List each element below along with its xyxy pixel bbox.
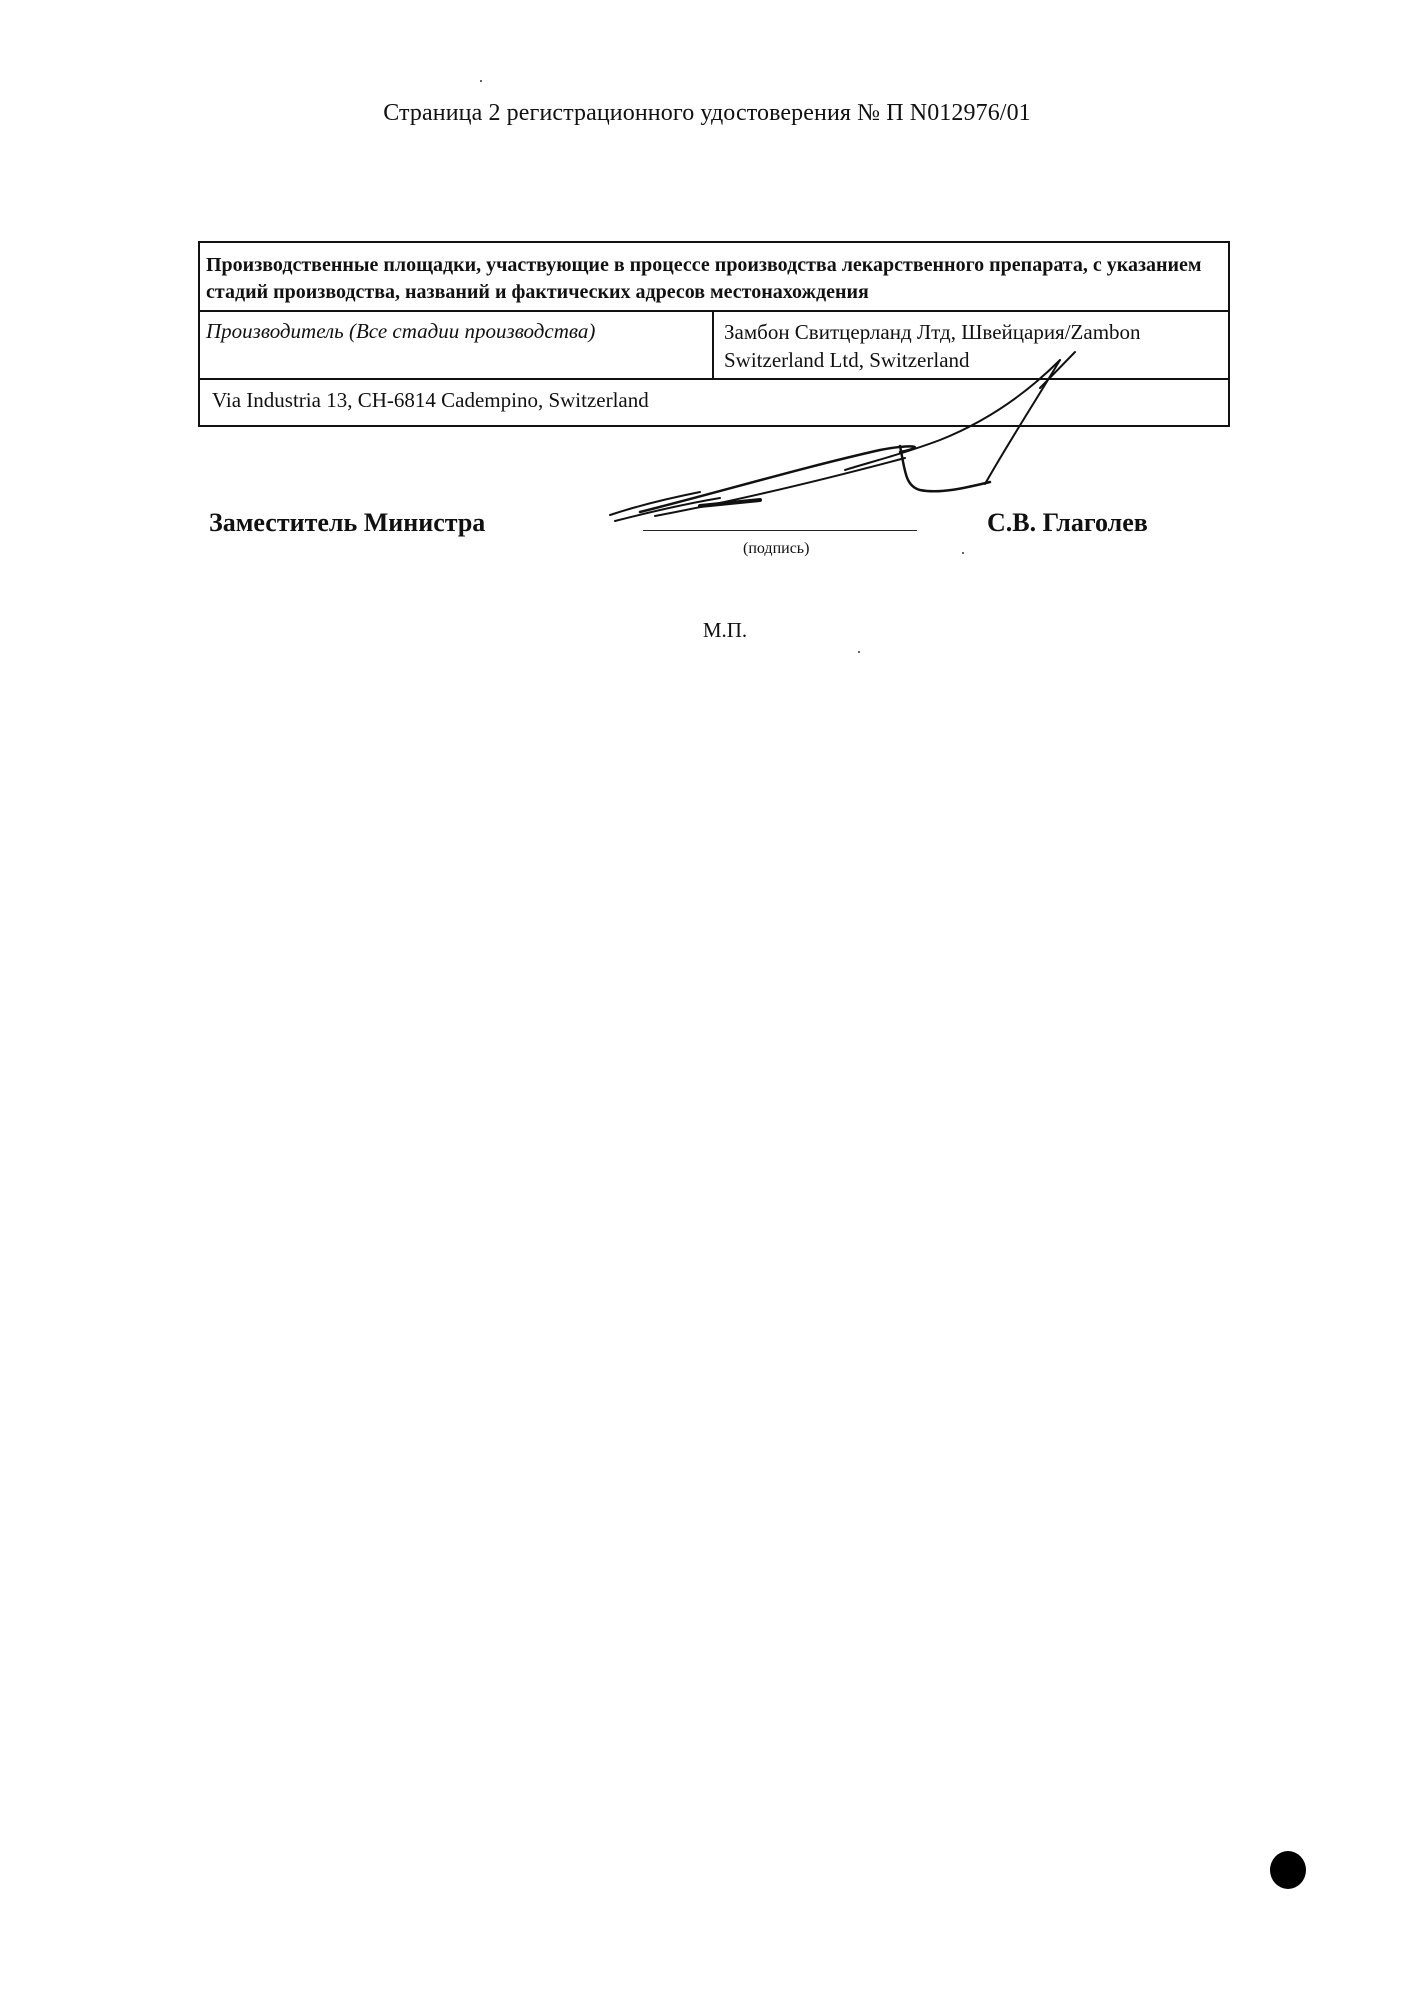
manufacturer-name-line-2: Switzerland Ltd, Switzerland [724, 348, 970, 372]
scan-speck [480, 80, 482, 82]
manufacturer-name [713, 311, 1229, 379]
table-row [199, 379, 1229, 426]
scan-speck [962, 552, 964, 554]
signatory-role: Заместитель Министра [209, 508, 486, 537]
production-sites-table [198, 241, 1230, 427]
signature-line [643, 530, 917, 531]
table-heading: Производственные площадки, участвующие в процессе производства лекарственного препарата, с указанием стадий производства, названий и фактических адресов местонахождения [199, 242, 1229, 311]
manufacturer-address: Via Industria 13, CH-6814 Cadempino, Switzerland [199, 379, 1229, 426]
signature-caption: (подпись) [743, 540, 810, 557]
signatory-name: С.В. Глаголев [987, 508, 1148, 537]
manufacturer-role: Производитель (Все стадии производства) [199, 311, 713, 379]
manufacturer-name-line-1: Замбон Свитцерланд Лтд, Швейцария/Zambon [724, 320, 1141, 344]
stamp-placeholder: М.П. [702, 618, 748, 642]
signature-block [0, 500, 1414, 580]
scan-speck [858, 651, 860, 653]
table-row [199, 242, 1229, 311]
page-title: Страница 2 регистрационного удостоверения № П N012976/01 [383, 100, 1031, 126]
scan-dot [1270, 1851, 1306, 1889]
table-row [199, 311, 1229, 379]
